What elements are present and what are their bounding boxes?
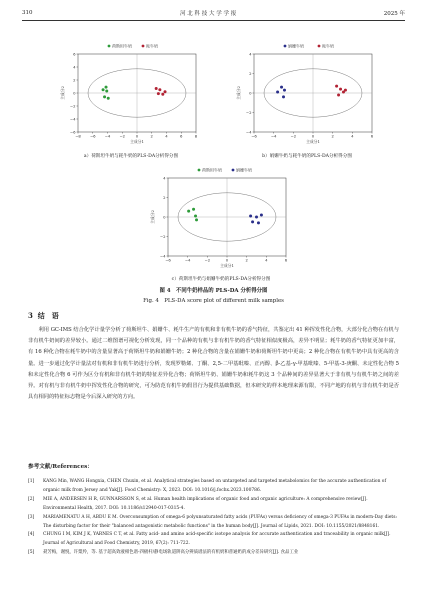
figure-caption-cn: 图 4 不同牛奶样品的 PLS-DA 分析得分图 [159, 288, 268, 294]
journal-title: 河 北 科 技 大 学 学 报 [180, 11, 237, 17]
legend-marker [232, 169, 235, 172]
x-tick-label: −4 [270, 133, 277, 139]
reference-item [28, 531, 401, 549]
subplot-b-caption: b）娟姗牛奶与耗牛奶的PLS-DA分析得分图 [262, 154, 352, 159]
x-tick-label: −2 [290, 133, 297, 139]
x-tick-label: −6 [165, 257, 171, 263]
x-tick-label: 4 [265, 257, 268, 263]
score-plot-c-svg [146, 164, 296, 270]
x-tick-label: 0 [135, 133, 139, 139]
y-tick-label: 0 [249, 90, 252, 96]
reference-number: [2] [28, 496, 35, 502]
score-plot-b-svg [232, 40, 382, 146]
reference-text: MIE A, ANDERSEN H R, GUNNARSSON S, et al. Human health implications of organic food and organic agriculture: A comprehensive review[J]. Environmental Health, 2017. DOI: 10.1186/s12940-017-0315-4. [43, 496, 368, 511]
data-point [155, 87, 158, 90]
data-point [107, 97, 110, 100]
y-tick-label: 4 [163, 175, 166, 181]
score-plot-b [232, 40, 382, 146]
data-point [105, 86, 108, 89]
y-tick-label: 4 [249, 51, 252, 57]
data-point [344, 89, 347, 92]
conclusion-paragraph: 利用 GC-IMS 结合化学计量学分析了荷斯坦牛、娟姗牛、耗牛生产的有机和非有机牛奶的香气特征，共鉴定出 41 种挥发性化合物，大部分化合物在有机与非有机牛奶间的差异较小。通过二维图谱可视化分析发现，同一个品种的有机与非有机牛奶的香气特征相似度极高，差异不明显；耗牛奶的香气特征更加丰富，有 16 种化合物在耗牛奶中的含量显著高于荷斯坦牛奶和娟姗牛奶；2 种化合物的含量在娟姗牛奶和荷斯坦牛奶中更高；2 种化合物在有机牛奶中具有更高的含量。进一步通过化学计量法对有机和非有机牛奶进行分析，发现罗勒烯、丁酮、2,5-二甲基吡嗪、正丙醇、β-乙基-γ-甲基吡嗪、5-甲基-3-庚酮、未定性化合物 5 和未定性化合物 6 可作为区分有机和非有机牛奶的特征差异化合物；荷斯坦牛奶、娟姗牛奶和耗牛奶这 3 个品种间的差异显著大于非有机与有机牛奶之间的差异。对有机与非有机牛奶中挥发性化合物的研究，可为防范有机牛奶假冒行为提供基础数据，但本研究的样本地理来源有限，不同产地的有机与非有机牛奶是否具有相同的特征标志物是今后深入研究的方向。 [28, 327, 399, 401]
reference-text: CHUNG I M, KIM J K, YARNES C T, et al. Fatty acid- and amino acid-specific isotope analysis for accurate authentication and traceability in organic milk[J]. Journal of Agricultural and Food Chemistry, 2019, 67(2): 711-722. [43, 532, 391, 547]
data-point [260, 214, 263, 217]
y-tick-label: −4 [69, 116, 76, 122]
x-tick-label: −2 [204, 257, 211, 263]
x-tick-label: 2 [331, 133, 334, 139]
legend-label: 耗牛奶 [322, 43, 334, 49]
y-tick-label: −4 [245, 129, 252, 135]
y-tick-label: 0 [163, 214, 166, 220]
x-tick-label: 6 [284, 257, 288, 263]
data-point [194, 215, 197, 218]
data-point [157, 92, 160, 95]
y-tick-label: 2 [73, 77, 76, 83]
data-point [280, 86, 283, 89]
reference-text: KANG Min, WANG Hongxia, CHEN Chuxin, et al. Analytical strategies based on untargeted and targeted metabolomics for the accurate authentication of organic milk from Jersey and Yak[J]. Food Chemistry: X, 2023. DOI: 10.1016/j.fochx.2023.100786. [43, 479, 387, 493]
score-plot-a-svg [56, 40, 206, 146]
y-tick-label: 2 [249, 70, 252, 76]
data-point [339, 88, 342, 91]
issue-year: 2025 年 [383, 11, 405, 17]
data-point [251, 220, 254, 223]
x-tick-label: −8 [75, 133, 81, 139]
legend-marker [318, 45, 321, 48]
y-axis-label: 主成分2 [236, 86, 241, 100]
reference-item [28, 514, 401, 532]
data-point [249, 215, 252, 218]
running-header [22, 7, 405, 19]
x-tick-label: 8 [194, 133, 198, 139]
y-tick-label: −2 [69, 103, 76, 109]
data-point [276, 91, 279, 94]
reference-number: [4] [28, 532, 35, 538]
reference-number: [3] [28, 514, 35, 520]
legend-marker [108, 45, 111, 48]
data-point [103, 95, 106, 98]
data-point [158, 88, 161, 91]
x-tick-label: −6 [89, 133, 96, 139]
data-point [282, 95, 285, 98]
legend-marker [284, 45, 287, 48]
subplot-a-caption: a）荷斯坦牛奶与耗牛奶的PLS-DA分析得分图 [83, 154, 179, 159]
y-tick-label: 0 [73, 90, 76, 96]
reference-number: [5] [28, 550, 35, 556]
score-plot-c [146, 164, 296, 270]
y-tick-label: 2 [163, 194, 166, 200]
reference-item [28, 549, 401, 558]
x-tick-label: −6 [251, 133, 257, 139]
header-rule [22, 20, 405, 21]
legend-label: 荷斯坦牛奶 [112, 43, 132, 49]
legend-marker [198, 169, 201, 172]
y-tick-label: 4 [73, 64, 76, 70]
x-tick-label: 4 [165, 133, 168, 139]
x-tick-label: 6 [370, 133, 374, 139]
references-title: 参考文献/References： [28, 464, 93, 470]
data-point [161, 93, 164, 96]
y-axis-label: 主成分2 [60, 86, 65, 100]
data-point [192, 208, 195, 211]
x-tick-label: −4 [104, 133, 111, 139]
data-point [337, 93, 340, 96]
data-point [255, 216, 258, 219]
x-tick-label: 4 [351, 133, 354, 139]
legend-label: 耗牛奶 [146, 43, 158, 49]
section-number: 3 [28, 311, 33, 320]
x-tick-label: −4 [184, 257, 191, 263]
x-axis-label: 主成分1 [220, 263, 234, 268]
x-axis-label: 主成分1 [306, 139, 320, 144]
x-tick-label: 2 [150, 133, 153, 139]
subplot-c-caption: c）荷斯坦牛奶与娟姗牛奶的PLS-DA分析得分图 [171, 277, 271, 282]
legend-label: 娟姗牛奶 [288, 43, 304, 49]
section-title: 结 语 [37, 311, 59, 320]
x-tick-label: 2 [245, 257, 248, 263]
y-tick-label: 6 [73, 51, 76, 57]
data-point [102, 88, 105, 91]
legend-label: 娟姗牛奶 [236, 167, 252, 173]
data-point [164, 90, 167, 93]
score-plot-a [56, 40, 206, 146]
legend-marker [142, 45, 145, 48]
x-tick-label: 0 [225, 257, 229, 263]
data-point [283, 89, 286, 92]
data-point [187, 210, 190, 213]
y-tick-label: −6 [69, 129, 76, 135]
data-point [257, 221, 260, 224]
reference-number: [1] [28, 479, 35, 484]
data-point [105, 90, 108, 93]
y-tick-label: −2 [159, 233, 166, 239]
y-tick-label: −2 [245, 109, 252, 115]
y-tick-label: −4 [159, 253, 166, 259]
x-tick-label: −2 [119, 133, 126, 139]
reference-text: 聂芳梅，谢悦，许粟羚，等. 基于超高效液相色谱-四极杆/静电场轨道阱高分辨质谱法的有机奶和普通奶的成分差异研究[J]. 食品工业 [43, 550, 299, 556]
section-heading [28, 311, 59, 321]
figure-caption-en: Fig. 4 PLS-DA score plot of different milk samples [143, 298, 284, 304]
page-number: 310 [22, 10, 33, 16]
reference-item [28, 496, 401, 514]
x-tick-label: 0 [311, 133, 315, 139]
data-point [195, 218, 198, 221]
y-axis-label: 主成分2 [150, 210, 155, 224]
references-list [28, 478, 401, 558]
x-axis-label: 主成分1 [130, 139, 144, 144]
data-point [335, 85, 338, 88]
x-tick-label: 6 [180, 133, 183, 139]
reference-text: MARIAMENATU A H, ABDU E M. Overconsumption of omega-6 polyunsaturated fatty acids (PUFAs) versus deficiency of omega-3 PUFAs in modern-Day diets: The disturbing factor for their "balanced antagonistic metabolic functions" in the human body[J]. Journal of Lipids, 2021. DOI: 10.1155/2021/8848161. [43, 514, 397, 529]
reference-item [28, 478, 401, 496]
legend-label: 荷斯坦牛奶 [202, 167, 222, 173]
